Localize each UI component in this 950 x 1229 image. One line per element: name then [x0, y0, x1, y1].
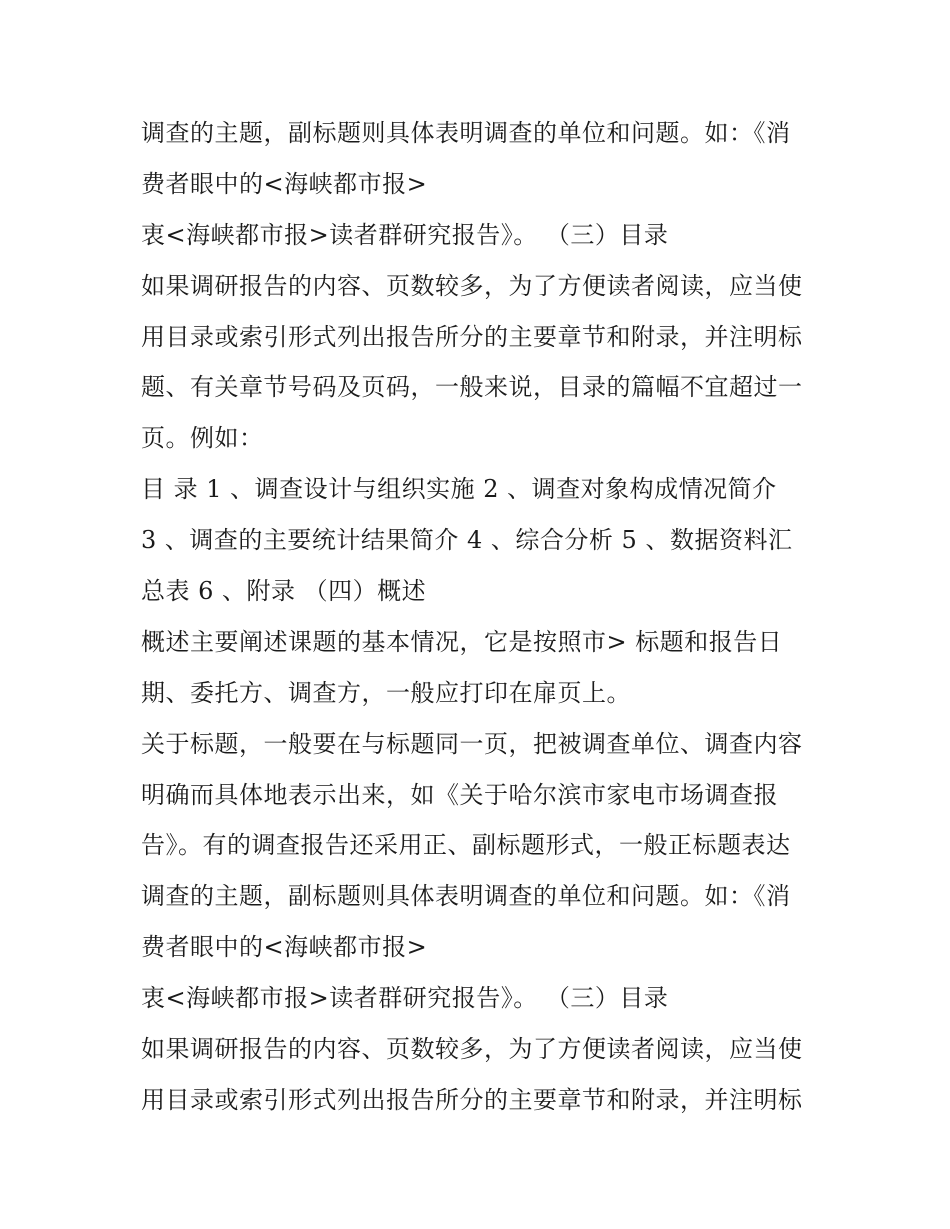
text-line: 页。例如：	[141, 424, 264, 453]
text-line: 关于标题，一般要在与标题同一页，把被调查单位、调查内容	[141, 729, 803, 758]
text-line: 用目录或索引形式列出报告所分的主要章节和附录，并注明标	[141, 1085, 803, 1114]
text-line: 告》。有的调查报告还采用正、副标题形式，一般正标题表达	[141, 831, 791, 860]
text-line: 概述主要阐述课题的基本情况，它是按照市> 标题和报告日	[141, 627, 783, 656]
text-line: 题、有关章节号码及页码，一般来说，目录的篇幅不宜超过一	[141, 373, 803, 402]
text-line: 调查的主题，副标题则具体表明调查的单位和问题。如：《消	[141, 882, 791, 911]
text-line: 衷<海峡都市报>读者群研究报告》。 （三）目录	[141, 220, 669, 249]
text-line: 用目录或索引形式列出报告所分的主要章节和附录，并注明标	[141, 322, 803, 351]
text-line: 费者眼中的<海峡都市报>	[141, 933, 428, 962]
text-line: 3 、调查的主要统计结果简介 4 、综合分析 5 、数据资料汇	[141, 526, 793, 555]
text-line: 期、委托方、调查方，一般应打印在扉页上。	[141, 678, 631, 707]
text-line: 如果调研报告的内容、页数较多，为了方便读者阅读，应当使	[141, 1035, 803, 1064]
text-line: 费者眼中的<海峡都市报>	[141, 169, 428, 198]
text-line: 如果调研报告的内容、页数较多，为了方便读者阅读，应当使	[141, 271, 803, 300]
text-line: 总表 6 、附录 （四）概述	[141, 577, 427, 606]
text-line: 明确而具体地表示出来，如《关于哈尔滨市家电市场调查报	[141, 780, 778, 809]
body-text	[141, 108, 821, 1126]
text-line: 目 录 1 、调查设计与组织实施 2 、调查对象构成情况简介	[141, 475, 777, 504]
text-line: 衷<海峡都市报>读者群研究报告》。 （三）目录	[141, 984, 669, 1013]
text-line: 调查的主题，副标题则具体表明调查的单位和问题。如：《消	[141, 119, 791, 147]
